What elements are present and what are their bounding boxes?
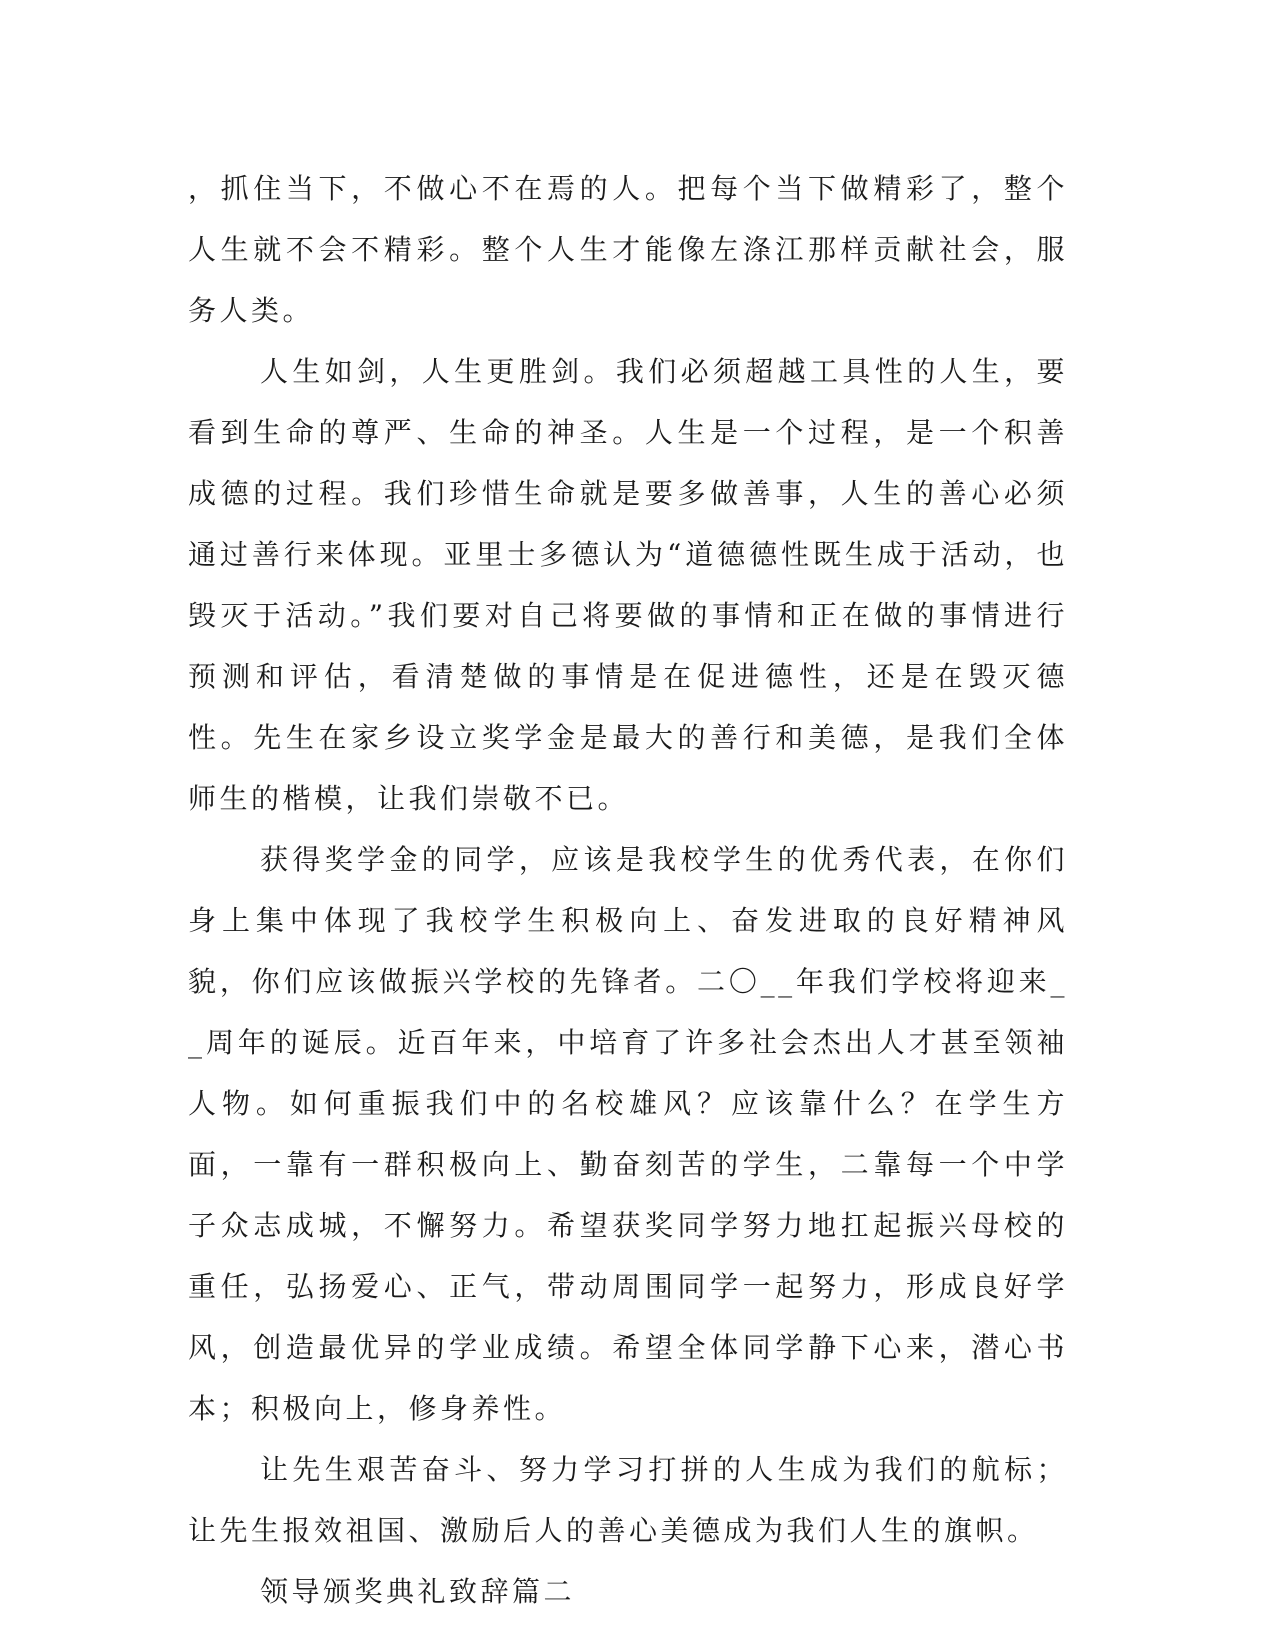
paragraph-1: ，抓住当下，不做心不在焉的人。把每个当下做精彩了，整个人生就不会不精彩。整个人生才能像左涤江那样贡献社会，服务人类。: [188, 172, 1068, 327]
paragraph-2: 人生如剑，人生更胜剑。我们必须超越工具性的人生，要看到生命的尊严、生命的神圣。人生是一个过程，是一个积善成德的过程。我们珍惜生命就是要多做善事，人生的善心必须通过善行来体现。亚里士多德认为“道德德性既生成于活动，也毁灭于活动。”我们要对自己将要做的事情和正在做的事情进行预测和评估，看清楚做的事情是在促进德性，还是在毁灭德性。先生在家乡设立奖学金是最大的善行和美德，是我们全体师生的楷模，让我们崇敬不已。: [188, 355, 1068, 815]
paragraph-4: 让先生艰苦奋斗、努力学习打拼的人生成为我们的航标；让先生报效祖国、激励后人的善心美德成为我们人生的旗帜。: [188, 1453, 1068, 1547]
paragraph-3: 获得奖学金的同学，应该是我校学生的优秀代表，在你们身上集中体现了我校学生积极向上、奋发进取的良好精神风貌，你们应该做振兴学校的先锋者。二〇__年我们学校将迎来__周年的诞辰。近百年来，中培育了许多社会杰出人才甚至领袖人物。如何重振我们中的名校雄风？应该靠什么？在学生方面，一靠有一群积极向上、勤奋刻苦的学生，二靠每一个中学子众志成城，不懈努力。希望获奖同学努力地扛起振兴母校的重任，弘扬爱心、正气，带动周围同学一起努力，形成良好学风，创造最优异的学业成绩。希望全体同学静下心来，潜心书本；积极向上，修身养性。: [188, 843, 1068, 1425]
document-body: [188, 158, 1068, 1622]
section-heading: 领导颁奖典礼致辞篇二: [260, 1575, 576, 1608]
